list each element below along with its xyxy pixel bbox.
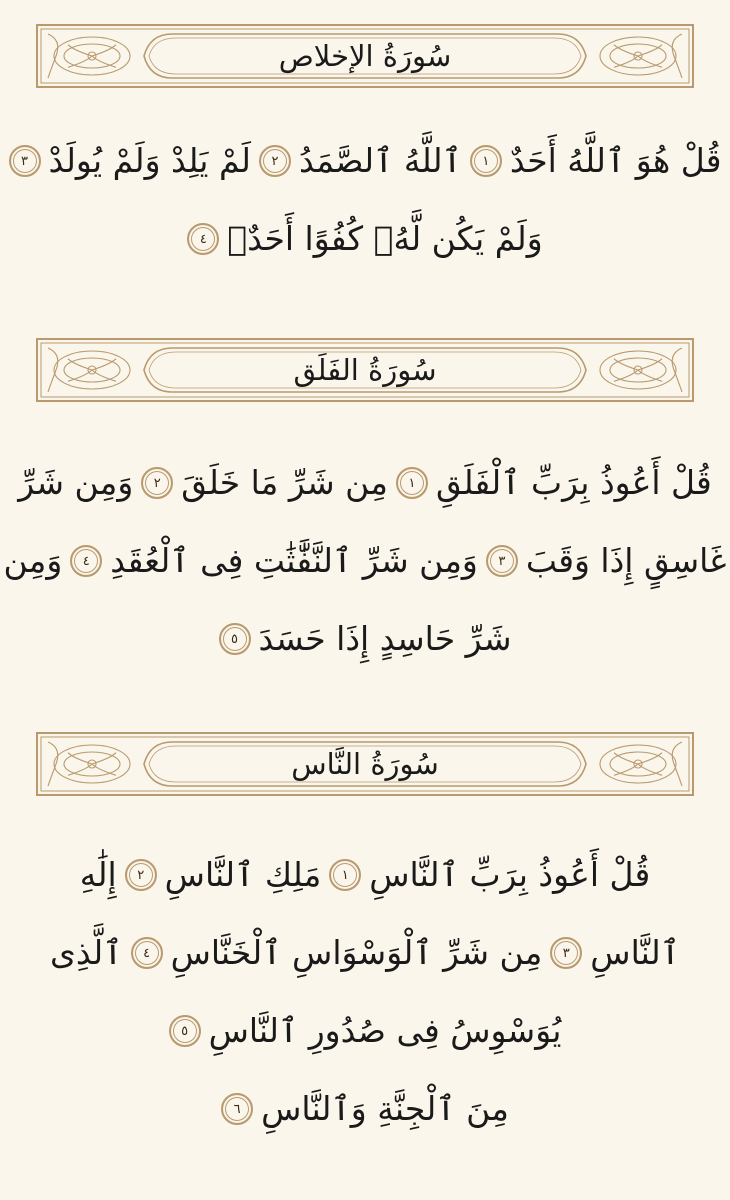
- verse-line: [40, 200, 690, 278]
- ayah-marker-icon: ١: [470, 145, 502, 177]
- ayah-marker-icon: ٥: [219, 623, 251, 655]
- ayah-marker-icon: ١: [329, 859, 361, 891]
- verse-text: قُلْ هُوَ ٱللَّهُ أَحَدٌ: [509, 141, 722, 180]
- verse-text: وَمِن شَرِّ: [18, 463, 134, 502]
- surah-header-ikhlas: [36, 24, 694, 88]
- ayah-marker-icon: ٢: [141, 467, 173, 499]
- ayah-marker-icon: ١: [396, 467, 428, 499]
- verse-line: [40, 836, 690, 914]
- verse-text: قُلْ أَعُوذُ بِرَبِّ ٱلنَّاسِ: [369, 855, 651, 894]
- surah-body-ikhlas: [21, 122, 722, 278]
- verse-text: وَلَمْ يَكُن لَّهُۥ كُفُوًا أَحَدٌۢ: [227, 219, 543, 258]
- verse-text: مِن شَرِّ مَا خَلَقَ: [181, 463, 388, 502]
- ayah-marker-icon: ٢: [125, 859, 157, 891]
- verse-text: وَمِن: [3, 541, 63, 580]
- verse-text: غَاسِقٍ إِذَا وَقَبَ: [525, 541, 727, 580]
- ayah-marker-icon: ٥: [169, 1015, 201, 1047]
- surah-body-nas: [40, 836, 690, 1148]
- surah-title: سُورَةُ النَّاس: [291, 747, 439, 781]
- verse-line: [40, 600, 690, 678]
- verse-line: [40, 1070, 690, 1148]
- verse-text: مِن شَرِّ ٱلْوَسْوَاسِ ٱلْخَنَّاسِ: [170, 933, 543, 972]
- surah-header-nas: [36, 732, 694, 796]
- verse-line: [40, 914, 690, 992]
- surah-title: سُورَةُ الفَلَق: [293, 353, 437, 387]
- verse-text: مَلِكِ ٱلنَّاسِ: [164, 855, 322, 894]
- verse-text: قُلْ أَعُوذُ بِرَبِّ ٱلْفَلَقِ: [435, 463, 712, 502]
- verse-text: ٱلَّذِى: [50, 933, 123, 972]
- ayah-marker-icon: ٣: [550, 937, 582, 969]
- verse-text: لَمْ يَلِدْ وَلَمْ يُولَدْ: [48, 141, 251, 180]
- ayah-marker-icon: ٣: [486, 545, 518, 577]
- ayah-marker-icon: ٢: [259, 145, 291, 177]
- verse-text: ٱللَّهُ ٱلصَّمَدُ: [298, 141, 462, 180]
- ayah-marker-icon: ٤: [70, 545, 102, 577]
- verse-text: شَرِّ حَاسِدٍ إِذَا حَسَدَ: [258, 619, 512, 658]
- verse-text: يُوَسْوِسُ فِى صُدُورِ ٱلنَّاسِ: [208, 1011, 562, 1050]
- verse-text: وَمِن شَرِّ ٱلنَّفَّٰثَٰتِ فِى ٱلْعُقَدِ: [110, 541, 478, 580]
- ayah-marker-icon: ٣: [9, 145, 41, 177]
- surah-body-falaq: [3, 444, 727, 678]
- surah-header-falaq: [36, 338, 694, 402]
- verse-line: [18, 444, 712, 522]
- verse-text: إِلَٰهِ: [79, 855, 117, 894]
- surah-title: سُورَةُ الإخلاص: [278, 39, 452, 73]
- ayah-marker-icon: ٤: [131, 937, 163, 969]
- verse-text: مِنَ ٱلْجِنَّةِ وَٱلنَّاسِ: [261, 1089, 509, 1128]
- verse-text: ٱلنَّاسِ: [590, 933, 680, 972]
- verse-line: [3, 522, 727, 600]
- verse-line: [40, 992, 690, 1070]
- ayah-marker-icon: ٤: [187, 223, 219, 255]
- ayah-marker-icon: ٦: [221, 1093, 253, 1125]
- verse-line: [21, 122, 722, 200]
